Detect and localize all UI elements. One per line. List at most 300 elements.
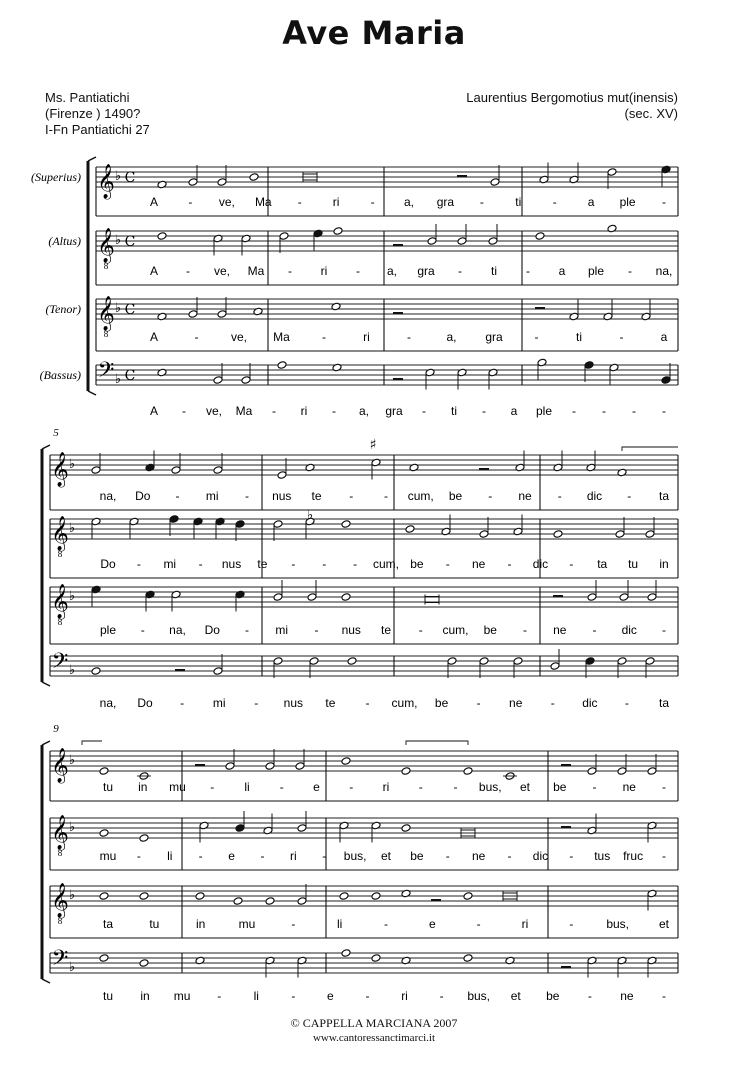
lyric-syllable: mu bbox=[99, 849, 117, 863]
half-note bbox=[647, 956, 657, 965]
lyric-syllable: Ma bbox=[254, 195, 272, 209]
half-note bbox=[273, 593, 283, 602]
lyric-syllable: - bbox=[507, 849, 512, 863]
bracket-hook-top bbox=[42, 445, 50, 449]
lyric-syllable: ri bbox=[382, 780, 390, 794]
treble-clef-icon: 𝄞 bbox=[51, 452, 69, 487]
whole-note bbox=[99, 767, 109, 776]
lyric-syllable: - bbox=[479, 195, 484, 209]
rest-icon bbox=[457, 175, 467, 178]
lyric-syllable: gra bbox=[385, 404, 403, 418]
quarter-note bbox=[91, 585, 101, 594]
measure-number: 9 bbox=[53, 723, 59, 735]
lyric-syllable: bus, bbox=[606, 917, 630, 931]
whole-note bbox=[505, 956, 515, 965]
lyric-syllable: A bbox=[149, 264, 159, 278]
lyric-syllable: - bbox=[182, 404, 186, 418]
lyric-syllable: ne bbox=[471, 557, 486, 571]
flat-icon: ♭ bbox=[68, 521, 76, 536]
whole-note bbox=[157, 368, 167, 377]
lyric-syllable: na, bbox=[99, 696, 117, 710]
quarter-note bbox=[215, 517, 225, 526]
half-note bbox=[297, 956, 307, 965]
lyric-syllable: nus bbox=[341, 623, 361, 637]
lyric-syllable: - bbox=[407, 330, 411, 344]
lyric-syllable: - bbox=[569, 557, 574, 571]
treble-8-clef-icon: 𝄞 bbox=[51, 883, 69, 918]
lyric-syllable: ta bbox=[102, 917, 114, 931]
lyric-syllable: in bbox=[195, 917, 206, 931]
lyric-syllable: mi bbox=[275, 623, 289, 637]
lyric-syllable: Ma bbox=[273, 330, 290, 344]
lyric-syllable: mi bbox=[163, 557, 177, 571]
rest-icon bbox=[431, 899, 441, 902]
lyric-syllable: - bbox=[592, 780, 597, 794]
lyric-syllable: A bbox=[149, 330, 159, 344]
lyric-syllable: cum, bbox=[407, 489, 434, 503]
rest-icon bbox=[479, 468, 489, 471]
treble-8-clef-icon: 𝄞 bbox=[97, 296, 115, 331]
lyric-syllable: - bbox=[422, 404, 426, 418]
half-note bbox=[241, 376, 251, 385]
flat-icon: ♭ bbox=[68, 820, 76, 835]
lyric-syllable: li bbox=[167, 849, 173, 863]
lyric-syllable: mi bbox=[212, 696, 226, 710]
source-line: I-Fn Pantiatichi 27 bbox=[45, 122, 150, 137]
lyric-syllable: tus bbox=[594, 849, 611, 863]
lyric-syllable: - bbox=[569, 849, 574, 863]
lyric-syllable: - bbox=[550, 696, 555, 710]
lyric-syllable: et bbox=[510, 989, 521, 1003]
lyric-syllable: - bbox=[194, 330, 199, 344]
lyric-syllable: - bbox=[662, 780, 666, 794]
whole-note bbox=[341, 520, 351, 529]
lyric-syllable: - bbox=[572, 404, 576, 418]
lyric-syllable: - bbox=[418, 623, 423, 637]
bass-clef-icon: 𝄢 bbox=[51, 649, 69, 679]
half-note bbox=[645, 530, 655, 539]
lyric-syllable: - bbox=[136, 849, 141, 863]
quarter-note bbox=[585, 657, 595, 666]
half-note bbox=[273, 657, 283, 666]
measure-number: 5 bbox=[53, 427, 59, 439]
treble-8-clef-icon: 𝄞 bbox=[51, 584, 69, 619]
half-note bbox=[171, 590, 181, 599]
whole-note bbox=[332, 363, 342, 372]
lyric-syllable: ve, bbox=[213, 264, 231, 278]
half-note bbox=[569, 175, 579, 184]
time-signature: C bbox=[124, 170, 136, 186]
half-note bbox=[263, 826, 273, 835]
half-note bbox=[553, 463, 563, 472]
half-note bbox=[617, 767, 627, 776]
lyric-syllable: - bbox=[188, 195, 193, 209]
lyric-syllable: et bbox=[380, 849, 392, 863]
lyric-syllable: - bbox=[349, 489, 354, 503]
staff-3 bbox=[50, 884, 678, 938]
half-note bbox=[188, 310, 198, 319]
lyric-syllable: be bbox=[410, 849, 424, 863]
whole-note bbox=[277, 361, 287, 370]
lyric-syllable: ri bbox=[300, 404, 308, 418]
lyric-syllable: a, bbox=[403, 195, 415, 209]
half-note bbox=[213, 376, 223, 385]
staff-4 bbox=[50, 949, 678, 978]
lyric-syllable: Ma bbox=[247, 264, 265, 278]
lyric-syllable: e bbox=[313, 780, 320, 794]
lyric-syllable: - bbox=[136, 557, 141, 571]
quarter-note bbox=[235, 824, 245, 833]
lyric-syllable: - bbox=[272, 404, 276, 418]
lyric-syllable: bus, bbox=[343, 849, 367, 863]
voice-label: (Altus) bbox=[48, 234, 81, 248]
half-note bbox=[645, 657, 655, 666]
half-note bbox=[91, 466, 101, 475]
half-note bbox=[587, 767, 597, 776]
lyric-syllable: - bbox=[254, 696, 259, 710]
lyric-syllable: te bbox=[380, 623, 392, 637]
whole-note bbox=[157, 232, 167, 241]
flat-icon: ♭ bbox=[68, 888, 76, 903]
half-note bbox=[295, 762, 305, 771]
lyric-syllable: ne bbox=[620, 989, 634, 1003]
lyric-syllable: gra bbox=[417, 264, 435, 278]
half-note bbox=[550, 662, 560, 671]
lyric-syllable: - bbox=[370, 195, 375, 209]
lyric-syllable: dic bbox=[532, 849, 549, 863]
half-note bbox=[188, 178, 198, 187]
half-note bbox=[488, 368, 498, 377]
lyric-syllable: - bbox=[632, 404, 636, 418]
flat-icon: ♭ bbox=[306, 508, 314, 523]
lyric-syllable: - bbox=[445, 849, 450, 863]
whole-note bbox=[401, 889, 411, 898]
half-note bbox=[213, 667, 223, 676]
lyric-syllable: - bbox=[453, 780, 458, 794]
whole-note bbox=[463, 892, 473, 901]
lyric-syllable: ne bbox=[553, 623, 567, 637]
lyric-syllable: a bbox=[510, 404, 518, 418]
half-note bbox=[647, 821, 657, 830]
lyric-syllable: na, bbox=[99, 489, 117, 503]
half-note bbox=[297, 897, 307, 906]
half-note bbox=[309, 657, 319, 666]
lyric-syllable: - bbox=[384, 489, 388, 503]
quarter-note bbox=[235, 520, 245, 529]
lyric-syllable: ta bbox=[658, 489, 670, 503]
ligature-bracket bbox=[82, 741, 102, 745]
half-note bbox=[447, 657, 457, 666]
lyric-syllable: - bbox=[488, 489, 493, 503]
lyric-syllable: mu bbox=[173, 989, 191, 1003]
lyric-syllable: - bbox=[476, 917, 481, 931]
rest-icon bbox=[393, 244, 403, 247]
lyric-syllable: - bbox=[186, 264, 190, 278]
octave-mark: 8 bbox=[57, 916, 63, 926]
lyric-syllable: ve, bbox=[205, 404, 223, 418]
rest-icon bbox=[393, 378, 403, 381]
staff-4 bbox=[96, 358, 678, 389]
whole-note bbox=[249, 173, 259, 182]
lyric-syllable: na, bbox=[169, 623, 186, 637]
lyric-syllable: e bbox=[327, 989, 334, 1003]
lyric-syllable: in bbox=[138, 780, 148, 794]
lyric-syllable: dic bbox=[586, 489, 603, 503]
lyric-syllable: A bbox=[149, 404, 159, 418]
whole-note bbox=[99, 954, 109, 963]
lyric-syllable: - bbox=[418, 780, 423, 794]
quarter-note bbox=[145, 590, 155, 599]
lyric-syllable: - bbox=[628, 264, 632, 278]
half-note bbox=[279, 232, 289, 241]
lyric-syllable: ti bbox=[515, 195, 522, 209]
lyric-syllable: tu bbox=[102, 989, 114, 1003]
lyric-syllable: - bbox=[439, 989, 444, 1003]
whole-note bbox=[371, 954, 381, 963]
treble-clef-icon: 𝄞 bbox=[51, 748, 69, 783]
lyric-syllable: Do bbox=[137, 696, 153, 710]
lyric-syllable: - bbox=[552, 195, 557, 209]
half-note bbox=[427, 237, 437, 246]
whole-note bbox=[99, 829, 109, 838]
half-note bbox=[457, 237, 467, 246]
lyric-syllable: ri bbox=[401, 989, 408, 1003]
lyric-syllable: - bbox=[662, 195, 666, 209]
lyric-syllable: - bbox=[587, 989, 592, 1003]
half-note bbox=[641, 312, 651, 321]
lyric-syllable: ne bbox=[622, 780, 636, 794]
source-line: (Firenze ) 1490? bbox=[45, 106, 141, 121]
lyric-syllable: ve, bbox=[230, 330, 248, 344]
time-signature: C bbox=[124, 368, 136, 384]
whole-note bbox=[157, 180, 167, 189]
lyric-syllable: - bbox=[198, 849, 203, 863]
lyric-syllable: li bbox=[244, 780, 250, 794]
lyric-syllable: ri bbox=[320, 264, 328, 278]
half-note bbox=[490, 178, 500, 187]
lyric-syllable: a bbox=[558, 264, 566, 278]
lyric-syllable: ple bbox=[619, 195, 636, 209]
composer-era: (sec. XV) bbox=[624, 106, 678, 121]
whole-note bbox=[607, 224, 617, 233]
half-note bbox=[619, 593, 629, 602]
octave-mark: 8 bbox=[57, 848, 63, 858]
half-note bbox=[371, 458, 381, 467]
half-note bbox=[217, 178, 227, 187]
lyric-syllable: - bbox=[458, 264, 462, 278]
whole-note bbox=[341, 593, 351, 602]
lyric-syllable: - bbox=[198, 557, 203, 571]
half-note bbox=[339, 821, 349, 830]
octave-mark: 8 bbox=[57, 549, 63, 559]
lyric-syllable: a bbox=[587, 195, 595, 209]
lyric-syllable: Do bbox=[100, 557, 116, 571]
lyric-syllable: na, bbox=[655, 264, 673, 278]
lyric-syllable: cum, bbox=[372, 557, 400, 571]
lyric-syllable: - bbox=[210, 780, 215, 794]
quarter-note bbox=[661, 376, 671, 385]
lyric-syllable: - bbox=[322, 557, 327, 571]
whole-note bbox=[341, 949, 351, 958]
website-link[interactable]: www.cantoressanctimarci.it bbox=[312, 1032, 436, 1044]
half-note bbox=[587, 826, 597, 835]
lyric-syllable: ri bbox=[332, 195, 340, 209]
lyric-syllable: - bbox=[291, 557, 296, 571]
whole-note bbox=[157, 312, 167, 321]
lyric-syllable: te bbox=[325, 696, 336, 710]
lyric-syllable: tu bbox=[628, 557, 639, 571]
half-note bbox=[479, 530, 489, 539]
ligature-bracket bbox=[622, 447, 678, 451]
lyric-syllable: - bbox=[349, 780, 354, 794]
rest-icon bbox=[535, 307, 545, 310]
lyric-syllable: in bbox=[659, 557, 669, 571]
lyric-syllable: - bbox=[322, 330, 326, 344]
whole-note bbox=[195, 956, 205, 965]
half-note bbox=[457, 368, 467, 377]
lyric-syllable: A bbox=[149, 195, 159, 209]
half-note bbox=[371, 821, 381, 830]
quarter-note bbox=[145, 463, 155, 472]
half-note bbox=[615, 530, 625, 539]
lyric-syllable: - bbox=[627, 489, 632, 503]
lyric-syllable: Do bbox=[135, 489, 151, 503]
lyric-syllable: gra bbox=[436, 195, 455, 209]
lyric-syllable: ta bbox=[597, 557, 608, 571]
lyric-syllable: - bbox=[140, 623, 145, 637]
rest-icon bbox=[195, 764, 205, 767]
whole-note bbox=[401, 956, 411, 965]
voice-label: (Tenor) bbox=[45, 302, 81, 316]
lyric-syllable: - bbox=[365, 696, 370, 710]
lyric-syllable: tu bbox=[149, 917, 160, 931]
whole-note bbox=[195, 892, 205, 901]
lyric-syllable: - bbox=[662, 404, 666, 418]
half-note bbox=[617, 657, 627, 666]
half-note bbox=[277, 471, 287, 480]
bracket-hook-bottom bbox=[88, 391, 96, 395]
lyric-syllable: - bbox=[365, 989, 370, 1003]
staff-2 bbox=[50, 515, 678, 579]
lyric-syllable: - bbox=[569, 917, 574, 931]
flat-icon: ♭ bbox=[68, 960, 76, 975]
lyric-syllable: be bbox=[546, 989, 560, 1003]
octave-mark: 8 bbox=[103, 261, 109, 271]
rest-icon bbox=[175, 669, 185, 672]
treble-8-clef-icon: 𝄞 bbox=[97, 228, 115, 263]
lyric-syllable: ti bbox=[451, 404, 457, 418]
whole-note bbox=[463, 767, 473, 776]
half-note bbox=[479, 657, 489, 666]
lyric-syllable: be bbox=[448, 489, 463, 503]
lyric-syllable: ri bbox=[363, 330, 370, 344]
lyric-syllable: mi bbox=[205, 489, 219, 503]
lyric-syllable: gra bbox=[485, 330, 503, 344]
lyric-syllable: - bbox=[592, 623, 597, 637]
whole-note bbox=[139, 959, 149, 968]
lyric-syllable: tu bbox=[102, 780, 114, 794]
half-note bbox=[515, 463, 525, 472]
lyric-syllable: a, bbox=[386, 264, 398, 278]
lyric-syllable: nus bbox=[272, 489, 292, 503]
quarter-note bbox=[313, 229, 323, 238]
half-note bbox=[586, 463, 596, 472]
sharp-icon: ♯ bbox=[369, 437, 377, 453]
half-note bbox=[307, 593, 317, 602]
half-note bbox=[213, 466, 223, 475]
half-note bbox=[587, 956, 597, 965]
whole-note bbox=[339, 892, 349, 901]
lyric-syllable: be bbox=[483, 623, 497, 637]
half-note bbox=[441, 527, 451, 536]
lyric-syllable: - bbox=[507, 557, 512, 571]
lyric-syllable: te bbox=[311, 489, 322, 503]
lyric-syllable: ne bbox=[518, 489, 532, 503]
half-note bbox=[488, 237, 498, 246]
half-note bbox=[609, 363, 619, 372]
lyric-syllable: dic bbox=[621, 623, 637, 637]
half-note bbox=[607, 168, 617, 177]
lyric-syllable: e bbox=[228, 849, 235, 863]
half-note bbox=[265, 762, 275, 771]
rest-icon bbox=[561, 764, 571, 767]
whole-note bbox=[341, 757, 351, 766]
lyric-syllable: be bbox=[553, 780, 567, 794]
copyright-notice: © CAPPELLA MARCIANA 2007 bbox=[290, 1016, 458, 1030]
half-note bbox=[91, 517, 101, 526]
rest-icon bbox=[561, 826, 571, 829]
lyric-syllable: - bbox=[353, 557, 358, 571]
half-note bbox=[647, 767, 657, 776]
rest-icon bbox=[561, 966, 571, 969]
half-note bbox=[513, 657, 523, 666]
lyric-syllable: - bbox=[245, 489, 249, 503]
whole-note bbox=[139, 834, 149, 843]
lyric-syllable: ne bbox=[509, 696, 523, 710]
lyric-syllable: ple bbox=[535, 404, 553, 418]
octave-mark: 8 bbox=[103, 329, 109, 339]
lyric-syllable: - bbox=[662, 849, 666, 863]
whole-note bbox=[617, 468, 627, 477]
lyric-syllable: a, bbox=[446, 330, 457, 344]
flat-icon: ♭ bbox=[114, 301, 122, 316]
lyric-syllable: te bbox=[257, 557, 268, 571]
ligature-bracket bbox=[406, 741, 468, 745]
lyric-syllable: et bbox=[519, 780, 531, 794]
whole-note bbox=[333, 227, 343, 236]
half-note bbox=[129, 517, 139, 526]
lyric-syllable: ple bbox=[99, 623, 117, 637]
whole-note bbox=[99, 892, 109, 901]
bass-clef-icon: 𝄢 bbox=[51, 946, 69, 976]
half-note bbox=[539, 175, 549, 184]
whole-note bbox=[401, 767, 411, 776]
whole-note bbox=[347, 657, 357, 666]
lyric-syllable: a bbox=[660, 330, 668, 344]
lyric-syllable: bus, bbox=[478, 780, 502, 794]
lyric-syllable: et bbox=[658, 917, 670, 931]
voice-label: (Superius) bbox=[31, 170, 81, 184]
staff-4 bbox=[50, 649, 678, 678]
lyric-syllable: - bbox=[384, 917, 388, 931]
whole-note bbox=[265, 897, 275, 906]
lyric-syllable: ple bbox=[587, 264, 605, 278]
lyric-syllable: cum, bbox=[442, 623, 469, 637]
rest-icon bbox=[393, 312, 403, 315]
lyric-syllable: - bbox=[180, 696, 185, 710]
lyric-syllable: - bbox=[245, 623, 249, 637]
lyric-syllable: nus bbox=[221, 557, 242, 571]
